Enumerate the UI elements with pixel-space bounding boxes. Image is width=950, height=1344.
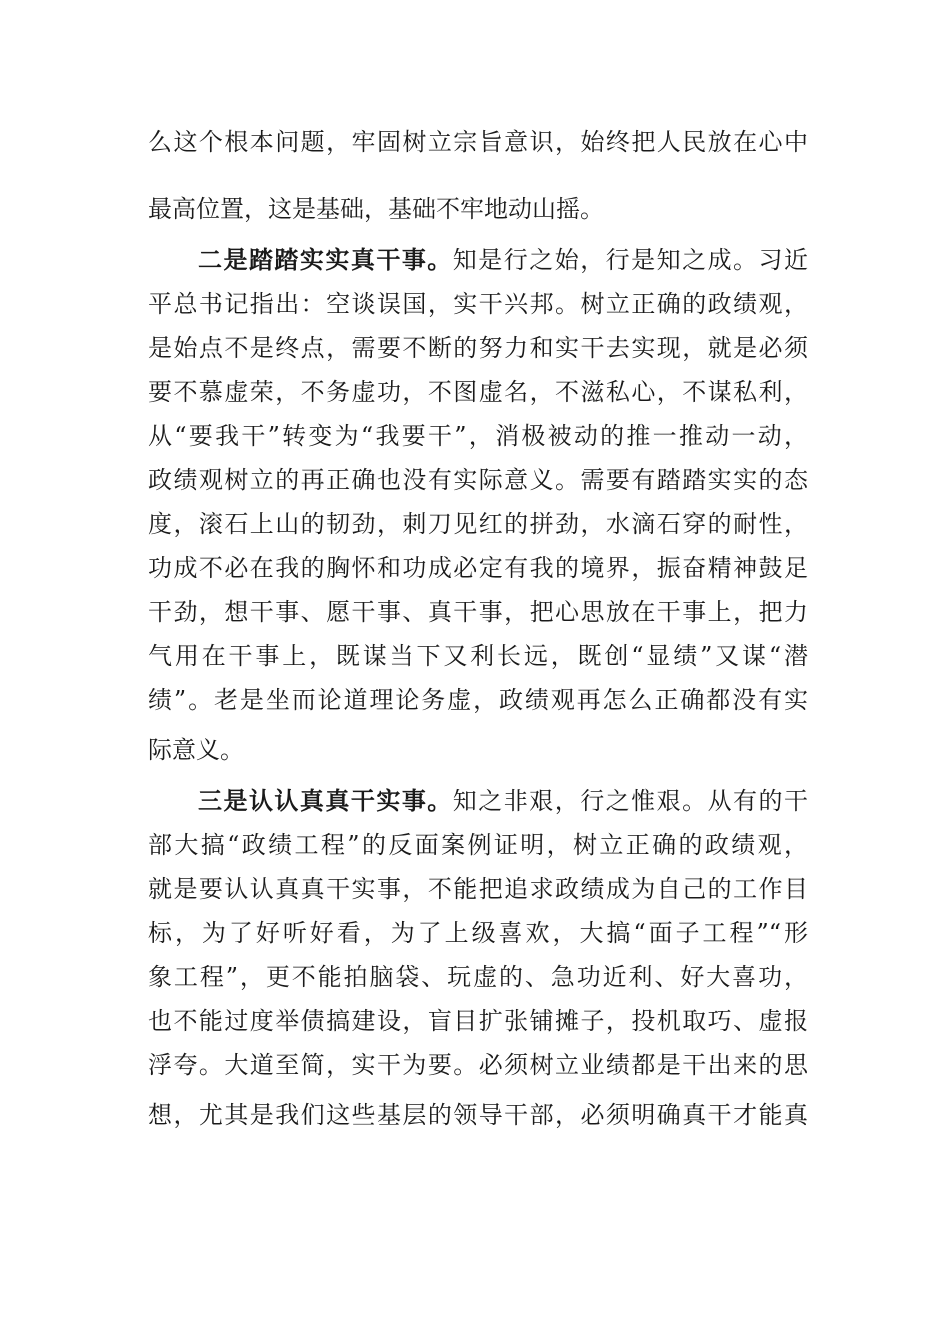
text-line: 干劲，想干事、愿干事、真干事，把心思放在干事上，把力 (148, 598, 808, 626)
text-line: 象工程”，更不能拍脑袋、玩虚的、急功近利、好大喜功， (148, 963, 808, 991)
text-line: 绩”。老是坐而论道理论务虚，政绩观再怎么正确都没有实 (148, 686, 808, 714)
text-line: 从“要我干”转变为“我要干”，消极被动的推一推动一动， (148, 422, 808, 450)
text-line: 部大搞“政绩工程”的反面案例证明，树立正确的政绩观， (148, 831, 808, 859)
text-line: 功成不必在我的胸怀和功成必定有我的境界，振奋精神鼓足 (148, 554, 808, 582)
text-line: 气用在干事上，既谋当下又利长远，既创“显绩”又谋“潜 (148, 642, 808, 670)
text-line: 政绩观树立的再正确也没有实际意义。需要有踏踏实实的态 (148, 466, 808, 494)
text-line: 就是要认认真真干实事，不能把追求政绩成为自己的工作目 (148, 875, 808, 903)
text-line: 么这个根本问题，牢固树立宗旨意识，始终把人民放在心中 (148, 128, 808, 156)
text-line: 度，滚石上山的韧劲，刺刀见红的拼劲，水滴石穿的耐性， (148, 510, 808, 538)
text-line: 要不慕虚荣，不务虚功，不图虚名，不滋私心，不谋私利， (148, 378, 808, 406)
text-line: 标，为了好听好看，为了上级喜欢，大搞“面子工程”“形 (148, 919, 808, 947)
text-segment: 知是行之始，行是知之成。习近 (452, 246, 809, 274)
paragraph-first-line (198, 240, 808, 280)
paragraph-lead-heading: 三是认认真真干实事。 (198, 786, 453, 815)
text-line: 最高位置，这是基础，基础不牢地动山摇。 (148, 195, 604, 223)
paragraph-lead-heading: 二是踏踏实实真干事。 (198, 245, 453, 274)
text-line: 浮夸。大道至简，实干为要。必须树立业绩都是干出来的思 (148, 1051, 808, 1079)
text-line: 际意义。 (148, 736, 244, 764)
paragraph-first-line (198, 781, 808, 821)
text-segment: 知之非艰，行之惟艰。从有的干 (452, 787, 809, 815)
text-line: 平总书记指出：空谈误国，实干兴邦。树立正确的政绩观， (148, 290, 808, 318)
text-line: 也不能过度举债搞建设，盲目扩张铺摊子，投机取巧、虚报 (148, 1007, 808, 1035)
text-line: 想，尤其是我们这些基层的领导干部，必须明确真干才能真 (148, 1101, 808, 1129)
text-line: 是始点不是终点，需要不断的努力和实干去实现，就是必须 (148, 334, 808, 362)
